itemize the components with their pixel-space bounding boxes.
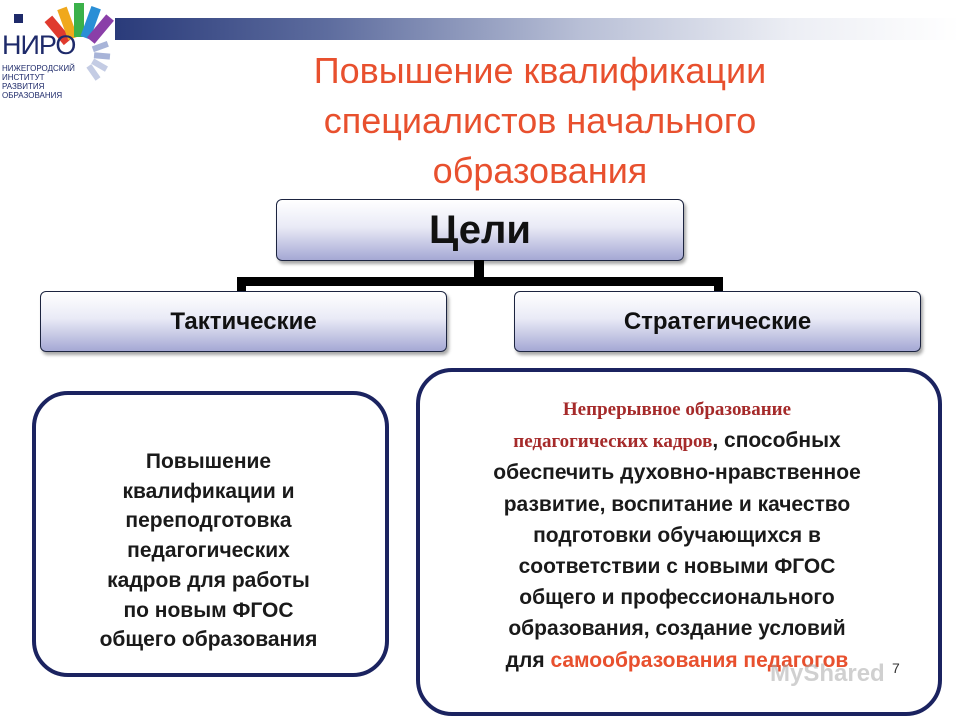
strategic-text-line bbox=[420, 425, 934, 457]
strategic-text-line: образования, создание условий bbox=[508, 617, 846, 641]
tactical-text-line: кадров для работы bbox=[107, 568, 310, 592]
logo-subtitle-line: ОБРАЗОВАНИЯ bbox=[2, 91, 63, 100]
strategic-text-serif-line: Непрерывное образование bbox=[562, 399, 792, 420]
top-gradient-band bbox=[115, 18, 960, 40]
connector-line bbox=[237, 277, 723, 286]
tactical-text-line: общего образования bbox=[99, 628, 318, 652]
title-line: Повышение квалификации bbox=[313, 50, 767, 91]
slide-title bbox=[220, 46, 860, 196]
tactical-box bbox=[40, 291, 447, 352]
tactical-text-line: Повышение bbox=[145, 450, 272, 473]
goals-box bbox=[276, 199, 684, 261]
title-line: специалистов начального bbox=[323, 100, 757, 141]
strategic-text-line: обеспечить духовно-нравственное bbox=[493, 461, 861, 485]
connector-line bbox=[474, 260, 484, 278]
strategic-box bbox=[514, 291, 921, 352]
strategic-text-line: подготовки обучающихся в bbox=[533, 523, 821, 547]
strategic-text-line: общего и профессионального bbox=[519, 586, 835, 610]
page-number: 7 bbox=[892, 660, 900, 676]
strategic-text-line: развитие, воспитание и качество bbox=[503, 492, 851, 516]
tactical-text-line: квалификации и bbox=[122, 479, 295, 503]
logo-subtitle-line: НИЖЕГОРОДСКИЙ bbox=[2, 64, 75, 73]
logo-subtitle bbox=[2, 64, 92, 100]
logo-subtitle-line: ИНСТИТУТ bbox=[2, 73, 45, 82]
strategic-text-prefix: для bbox=[505, 648, 551, 672]
niro-logo bbox=[0, 0, 120, 110]
strategic-text-rest: , способных bbox=[712, 429, 841, 453]
strategic-text-highlight: самообразования педагогов bbox=[550, 648, 849, 672]
strategic-text-line: соответствии с новыми ФГОС bbox=[518, 555, 836, 579]
tactical-text bbox=[36, 447, 381, 655]
logo-name: НИРО bbox=[2, 30, 76, 60]
tactical-label: Тактические bbox=[170, 307, 317, 335]
tactical-text-line: переподготовка bbox=[125, 509, 292, 533]
title-line: образования bbox=[432, 150, 648, 191]
strategic-label: Стратегические bbox=[623, 307, 812, 335]
strategic-text bbox=[420, 394, 934, 676]
strategic-text-serif-part: педагогических кадров bbox=[513, 431, 713, 453]
logo-subtitle-line: РАЗВИТИЯ bbox=[2, 82, 45, 91]
connector-line bbox=[237, 277, 246, 291]
tactical-text-line: по новым ФГОС bbox=[123, 598, 294, 622]
connector-line bbox=[714, 277, 723, 291]
goals-label: Цели bbox=[429, 207, 531, 252]
watermark: MyShared bbox=[770, 660, 885, 687]
tactical-text-line: педагогических bbox=[127, 539, 290, 563]
